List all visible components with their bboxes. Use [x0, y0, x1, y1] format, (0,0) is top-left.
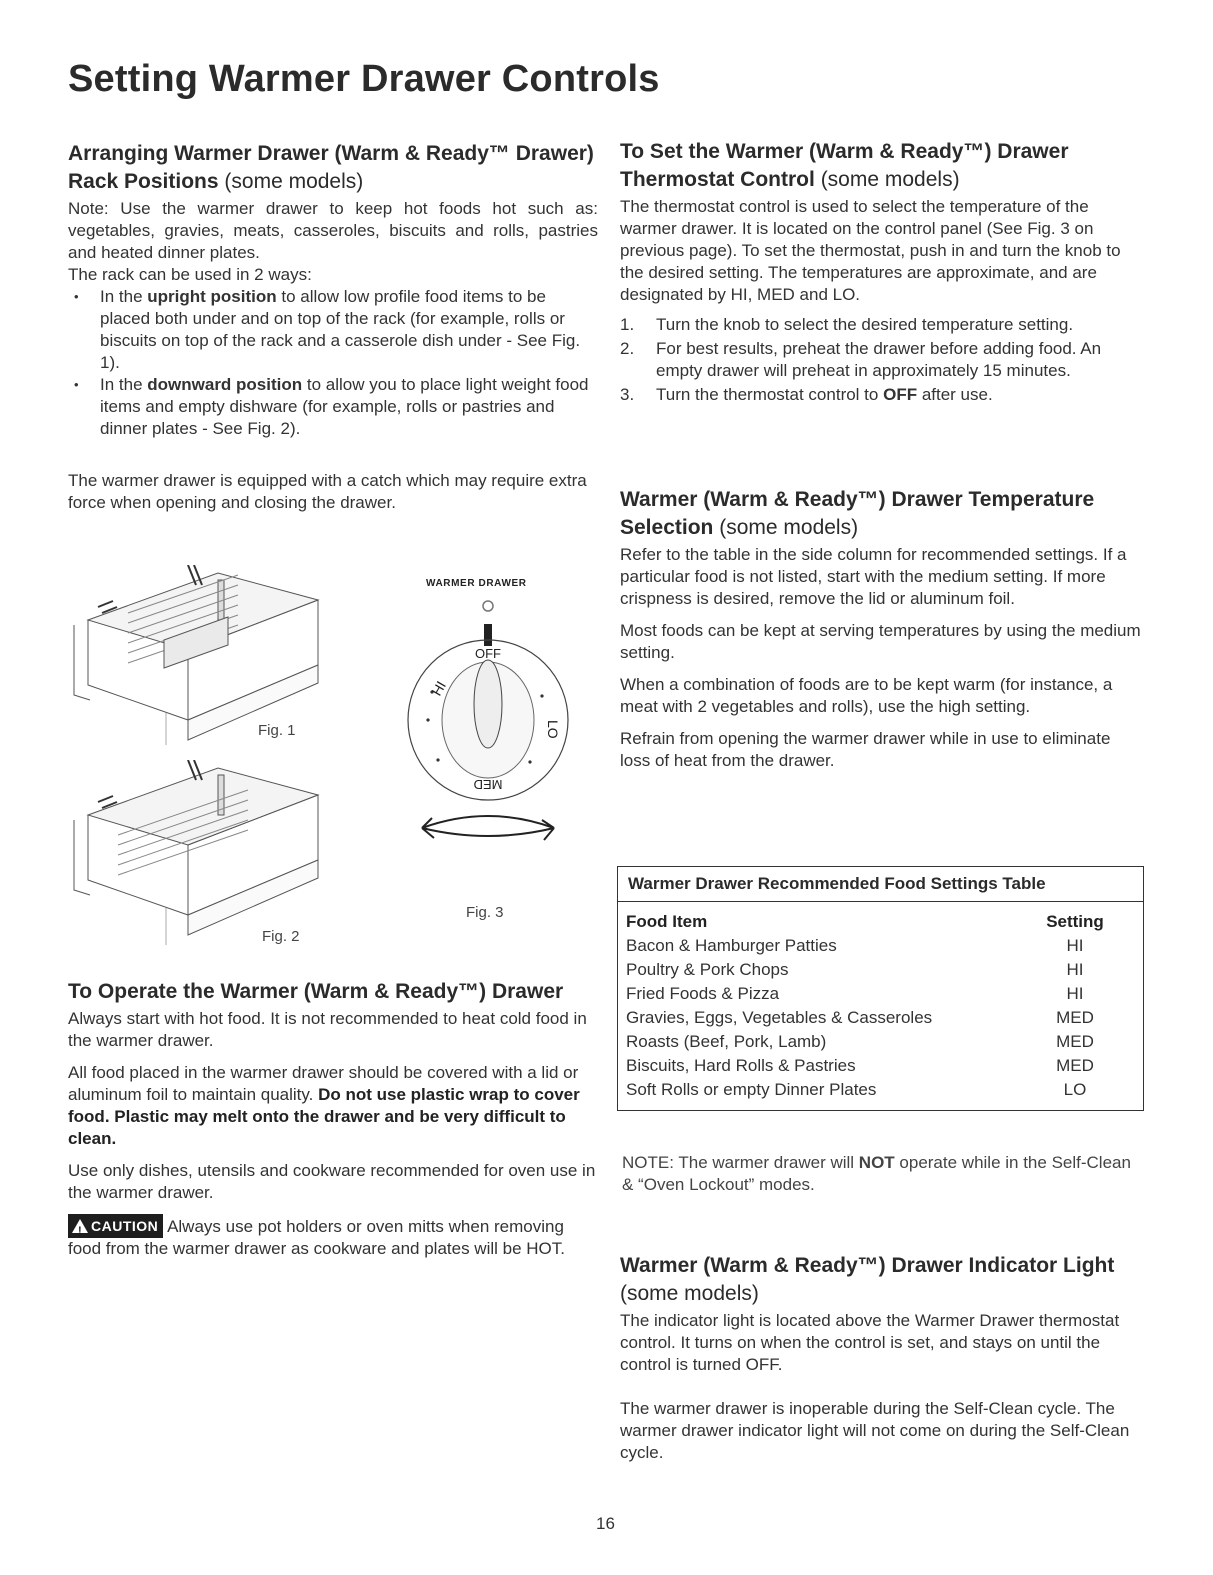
- operate-p1: Always start with hot food. It is not recommended to heat cold food in the warmer drawer.: [68, 1009, 587, 1050]
- selection-p4: Refrain from opening the warmer drawer while in use to eliminate loss of heat from the drawer.: [620, 729, 1111, 770]
- rack-position-list: [68, 286, 598, 440]
- fig1-caption: Fig. 1: [258, 722, 296, 739]
- fig2-drawer-illustration: [68, 760, 348, 950]
- page-title: Setting Warmer Drawer Controls: [68, 58, 660, 100]
- indicator-p1: The indicator light is located above the Warmer Drawer thermostat control. It turns on when the control is set, and stays on until the control is turned OFF.: [620, 1311, 1120, 1374]
- table-row: Fried Foods & Pizza HI: [626, 984, 1084, 1003]
- bullet-upright: • In the upright position to allow low profile food items to be placed both under and on top of the rack (for example, rolls or biscuits on top of the rack and a casserole dish under - See Fig. 1).: [68, 286, 598, 374]
- catch-note: The warmer drawer is equipped with a catch which may require extra force when opening and closing the drawer.: [68, 471, 587, 512]
- selection-p1: Refer to the table in the side column for recommended settings. If a particular food is not listed, start with the medium setting. If more crispness is desired, remove the lid or aluminum foil.: [620, 545, 1127, 608]
- caution-paragraph: !CAUTION Always use pot holders or oven mitts when removing food from the warmer drawer as cookware and plates will be HOT.: [68, 1214, 598, 1260]
- dial-lo-label: LO: [545, 720, 561, 739]
- indicator-p2: The warmer drawer is inoperable during the Self-Clean cycle. The warmer drawer indicator light will not come on during the Self-Clean cycle.: [620, 1399, 1130, 1462]
- dial-off-label: OFF: [475, 646, 501, 661]
- thermostat-section: [620, 138, 1145, 408]
- table-row: Biscuits, Hard Rolls & Pastries MED: [626, 1056, 1094, 1075]
- operate-p2: All food placed in the warmer drawer should be covered with a lid or aluminum foil to maintain quality. Do not use plastic wrap to cover food. Plastic may melt onto the drawer and be very difficult to clean.: [68, 1063, 580, 1148]
- thermostat-steps: [620, 314, 1145, 406]
- self-clean-note: NOTE: The warmer drawer will NOT operate while in the Self-Clean & “Oven Lockout” modes.: [622, 1153, 1131, 1194]
- operate-p3: Use only dishes, utensils and cookware recommended for oven use in the warmer drawer.: [68, 1161, 596, 1202]
- step-2: 2. For best results, preheat the drawer before adding food. An empty drawer will preheat in approximately 15 minutes.: [620, 339, 1102, 380]
- arrange-note: Note: Use the warmer drawer to keep hot foods hot such as: vegetables, gravies, meats, casseroles, biscuits and rolls, pastries and heated dinner plates.: [68, 199, 598, 262]
- table-row: Roasts (Beef, Pork, Lamb) MED: [626, 1032, 1094, 1051]
- warning-triangle-icon: [72, 1219, 88, 1233]
- table-title: Warmer Drawer Recommended Food Settings Table: [618, 867, 1143, 902]
- dial-hi-label: HI: [428, 678, 450, 699]
- table-row: Poultry & Pork Chops HI: [626, 960, 1084, 979]
- fig3-caption: Fig. 3: [466, 904, 504, 921]
- arrange-section: [68, 140, 598, 514]
- indicator-heading: Warmer (Warm & Ready™) Drawer Indicator Light (some models): [620, 1254, 1115, 1305]
- operate-heading: To Operate the Warmer (Warm & Ready™) Drawer: [68, 980, 564, 1003]
- arrange-intro: The rack can be used in 2 ways:: [68, 265, 312, 284]
- bullet-downward: • In the downward position to allow you to place light weight food items and empty dishware (for example, rolls or pastries and dinner plates - See Fig. 2).: [68, 374, 598, 440]
- fig2-caption: Fig. 2: [262, 928, 300, 945]
- operate-section: [68, 978, 598, 1260]
- page-number: 16: [596, 1514, 615, 1533]
- fig1-drawer-illustration: [68, 565, 348, 755]
- selection-p3: When a combination of foods are to be kept warm (for instance, a meat with 2 vegetables and rolls), use the high setting.: [620, 675, 1113, 716]
- indicator-light-icon: [483, 601, 493, 611]
- selection-section: [620, 486, 1145, 772]
- arrange-heading-bold: Arranging Warmer Drawer (Warm & Ready™ Drawer) Rack Positions: [68, 142, 594, 193]
- step-3: 3. Turn the thermostat control to OFF after use.: [620, 385, 993, 404]
- food-settings-table: [617, 866, 1144, 1111]
- dial-title: WARMER DRAWER: [426, 578, 527, 589]
- dial-med-label: MED: [473, 777, 503, 792]
- selection-heading: Warmer (Warm & Ready™) Drawer Temperature Selection (some models): [620, 488, 1095, 539]
- thermostat-heading: To Set the Warmer (Warm & Ready™) Drawer Thermostat Control (some models): [620, 140, 1069, 191]
- col-food-header: Food Item: [626, 912, 708, 931]
- table-header-row: [626, 910, 1135, 934]
- thermostat-para: The thermostat control is used to select the temperature of the warmer drawer. It is located on the control panel (See Fig. 3 on previous page). To set the thermostat, push in and turn the knob to the desired setting. The temperatures are approximate, and are designated by HI, MED and LO.: [620, 197, 1121, 304]
- table-row: Gravies, Eggs, Vegetables & Casseroles MED: [626, 1008, 1094, 1027]
- settings-table-body: [626, 910, 1135, 1102]
- arrange-heading: [68, 140, 598, 196]
- arrange-heading-models: (some models): [224, 170, 364, 193]
- table-row: Soft Rolls or empty Dinner Plates LO: [626, 1080, 1087, 1099]
- rotate-arrow-icon: [422, 816, 554, 840]
- fig3-dial-illustration: [392, 592, 582, 882]
- caution-badge: !CAUTION: [68, 1214, 163, 1238]
- indicator-section: [620, 1252, 1145, 1464]
- table-row: Bacon & Hamburger Patties HI: [626, 936, 1084, 955]
- selection-p2: Most foods can be kept at serving temperatures by using the medium setting.: [620, 621, 1141, 662]
- step-1: 1. Turn the knob to select the desired temperature setting.: [620, 315, 1074, 334]
- col-setting-header: Setting: [1046, 912, 1104, 931]
